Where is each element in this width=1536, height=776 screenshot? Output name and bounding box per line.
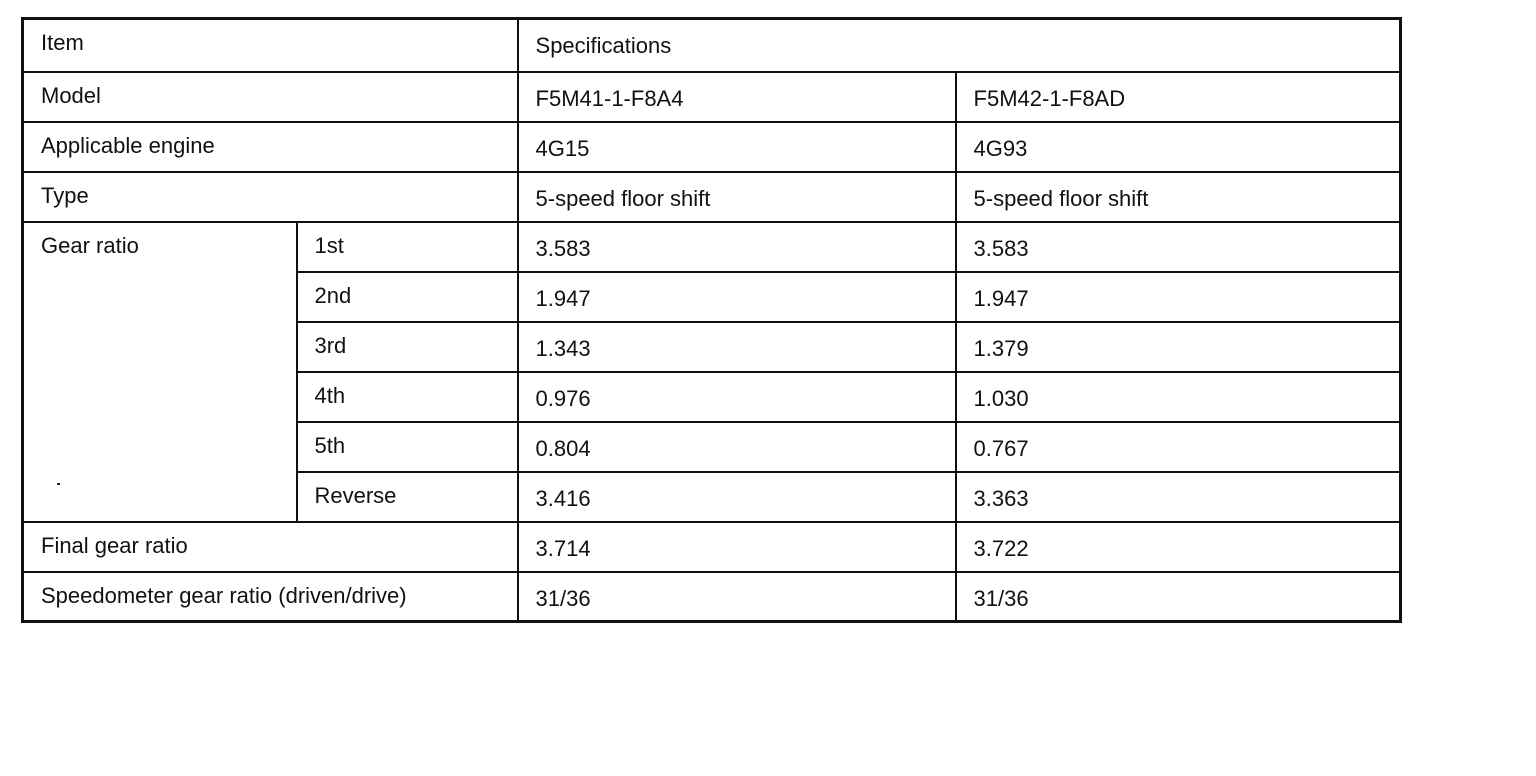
cell-gear-4th-2: 1.030: [956, 372, 1401, 422]
cell-final-2: 3.722: [956, 522, 1401, 572]
cell-speedo-2: 31/36: [956, 572, 1401, 622]
gear-name-1st: 1st: [297, 222, 518, 272]
table-row-engine: [23, 122, 1401, 172]
gear-name-5th: 5th: [297, 422, 518, 472]
cell-speedo-1: 31/36: [518, 572, 956, 622]
gear-name-3rd: 3rd: [297, 322, 518, 372]
spec-table: [21, 17, 1402, 623]
row-label-speedo: Speedometer gear ratio (driven/drive): [23, 572, 518, 622]
cell-type-2: 5-speed floor shift: [956, 172, 1401, 222]
row-label-model: Model: [23, 72, 518, 122]
cell-engine-1: 4G15: [518, 122, 956, 172]
table-row-speedo: [23, 572, 1401, 622]
gear-name-4th: 4th: [297, 372, 518, 422]
table-row-gear-1st: [23, 222, 1401, 272]
header-item: Item: [23, 19, 518, 72]
table-row-model: [23, 72, 1401, 122]
cell-gear-5th-2: 0.767: [956, 422, 1401, 472]
cell-gear-3rd-2: 1.379: [956, 322, 1401, 372]
gear-name-reverse: Reverse: [297, 472, 518, 522]
cell-gear-1st-2: 3.583: [956, 222, 1401, 272]
cell-gear-reverse-2: 3.363: [956, 472, 1401, 522]
cell-gear-reverse-1: 3.416: [518, 472, 956, 522]
header-specifications: Specifications: [518, 19, 1401, 72]
cell-gear-3rd-1: 1.343: [518, 322, 956, 372]
table-header-row: [23, 19, 1401, 72]
scan-speck: [57, 483, 60, 485]
cell-final-1: 3.714: [518, 522, 956, 572]
cell-gear-2nd-1: 1.947: [518, 272, 956, 322]
cell-gear-5th-1: 0.804: [518, 422, 956, 472]
gear-name-2nd: 2nd: [297, 272, 518, 322]
cell-type-1: 5-speed floor shift: [518, 172, 956, 222]
row-label-engine: Applicable engine: [23, 122, 518, 172]
row-label-gear-ratio: Gear ratio: [23, 222, 297, 522]
cell-gear-2nd-2: 1.947: [956, 272, 1401, 322]
cell-model-1: F5M41-1-F8A4: [518, 72, 956, 122]
table-row-final: [23, 522, 1401, 572]
row-label-type: Type: [23, 172, 518, 222]
cell-gear-4th-1: 0.976: [518, 372, 956, 422]
cell-engine-2: 4G93: [956, 122, 1401, 172]
cell-model-2: F5M42-1-F8AD: [956, 72, 1401, 122]
cell-gear-1st-1: 3.583: [518, 222, 956, 272]
table-row-type: [23, 172, 1401, 222]
row-label-final: Final gear ratio: [23, 522, 518, 572]
